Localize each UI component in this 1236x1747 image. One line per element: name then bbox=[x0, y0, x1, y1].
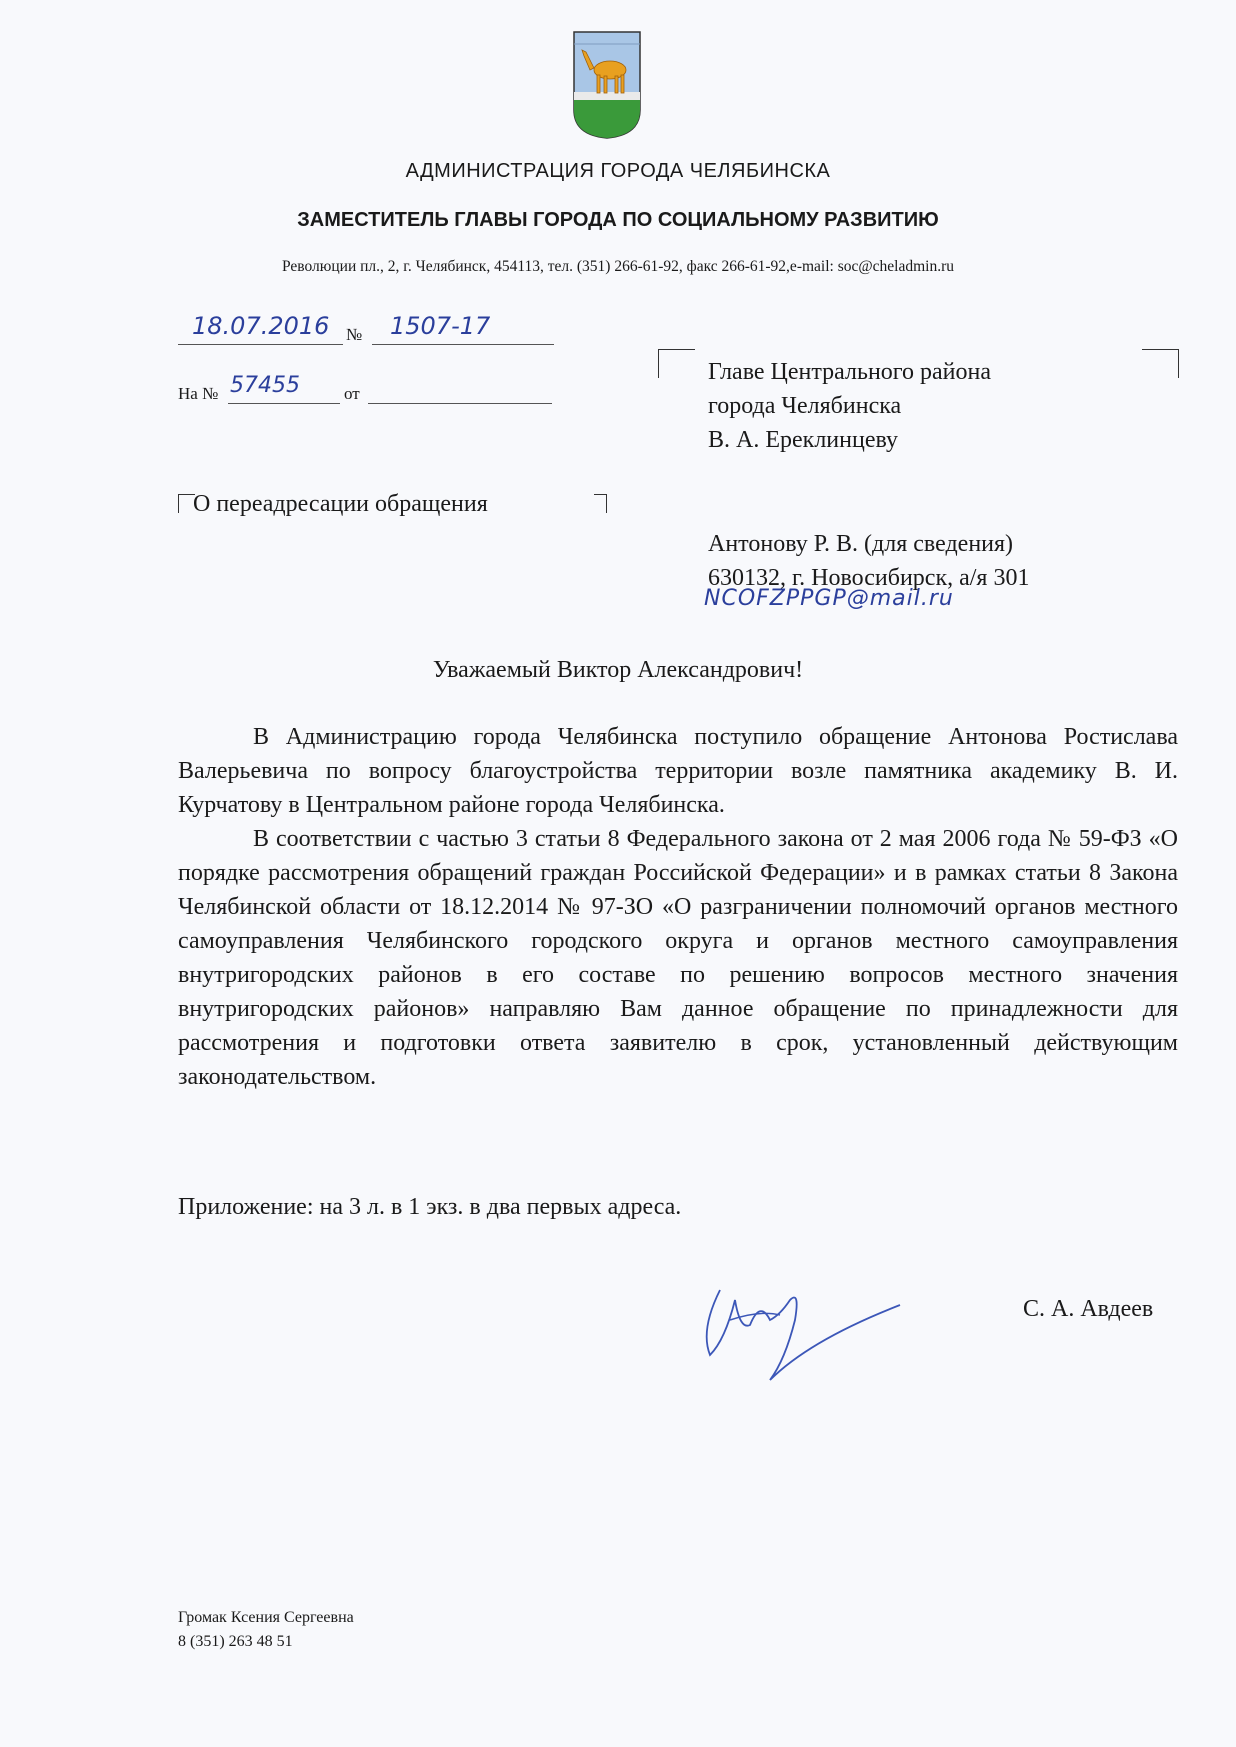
reply-number-field bbox=[228, 375, 340, 404]
contact-address: Революции пл., 2, г. Челябинск, 454113, тел. (351) 266-61-92, факс 266-61-92,e-mail: soc@cheladmin.ru bbox=[281, 258, 954, 275]
department-title: ЗАМЕСТИТЕЛЬ ГЛАВЫ ГОРОДА ПО СОЦИАЛЬНОМУ РАЗВИТИЮ bbox=[297, 209, 939, 231]
cc-line: 630132, г. Новосибирск, а/я 301 bbox=[708, 565, 1030, 591]
number-label: № bbox=[346, 325, 363, 344]
number-field bbox=[372, 312, 554, 345]
subject: О переадресации обращения bbox=[193, 491, 488, 517]
body-paragraph: В Администрацию города Челябинска поступило обращение Антонова Ростислава Валерьевича по вопросу благоустройства территории возле памятника академику В. И. Курчатову в Центральном районе города Челябинска. bbox=[178, 724, 1178, 818]
reply-date-field bbox=[368, 375, 552, 404]
subject-bracket-right bbox=[594, 494, 607, 513]
organization-name: АДМИНИСТРАЦИЯ ГОРОДА ЧЕЛЯБИНСКА bbox=[405, 160, 831, 182]
address-bracket-right bbox=[1142, 349, 1179, 378]
executor-name: Громак Ксения Сергеевна bbox=[178, 1609, 354, 1626]
reply-number: 57455 bbox=[230, 373, 300, 398]
address-bracket-left bbox=[658, 349, 695, 378]
from-label: от bbox=[344, 384, 360, 403]
date-field bbox=[178, 312, 343, 345]
greeting: Уважаемый Виктор Александрович! bbox=[432, 657, 804, 683]
cc-block bbox=[708, 527, 1029, 595]
handwritten-email: NCOFZPPGP@mail.ru bbox=[704, 586, 954, 611]
attachment-note: Приложение: на 3 л. в 1 экз. в два первых адреса. bbox=[178, 1194, 682, 1220]
recipient-line: города Челябинска bbox=[708, 393, 902, 419]
coat-of-arms-logo bbox=[572, 30, 642, 140]
recipient-block bbox=[708, 355, 991, 457]
outgoing-date: 18.07.2016 bbox=[192, 312, 330, 340]
body-paragraph: В соответствии с частью 3 статьи 8 Федерального закона от 2 мая 2006 года № 59-ФЗ «О порядке рассмотрения обращений граждан Российской Федерации» и в рамках статьи 8 Закона Челябинской области от 18.12.2014 № 97-ЗО «О разграничении полномочий органов местного самоуправления Челябинского городского округа и органов местного самоуправления внутригородских районов в его составе по решению вопросов местного значения внутригородских районов» направляю Вам данное обращение по принадлежности для рассмотрения и подготовки ответа заявителю в срок, установленный действующим законодательством. bbox=[178, 826, 1178, 1090]
recipient-line: Главе Центрального района bbox=[708, 359, 992, 385]
recipient-line: В. А. Ереклинцеву bbox=[708, 427, 898, 453]
signature bbox=[690, 1270, 910, 1390]
executor-phone: 8 (351) 263 48 51 bbox=[178, 1633, 293, 1650]
reply-label: На № bbox=[178, 384, 219, 403]
executor-info bbox=[178, 1606, 354, 1654]
signatory-name: С. А. Авдеев bbox=[1023, 1296, 1154, 1322]
letter-body bbox=[178, 720, 1178, 1094]
cc-line: Антонову Р. В. (для сведения) bbox=[708, 531, 1014, 557]
outgoing-number: 1507-17 bbox=[390, 312, 491, 340]
